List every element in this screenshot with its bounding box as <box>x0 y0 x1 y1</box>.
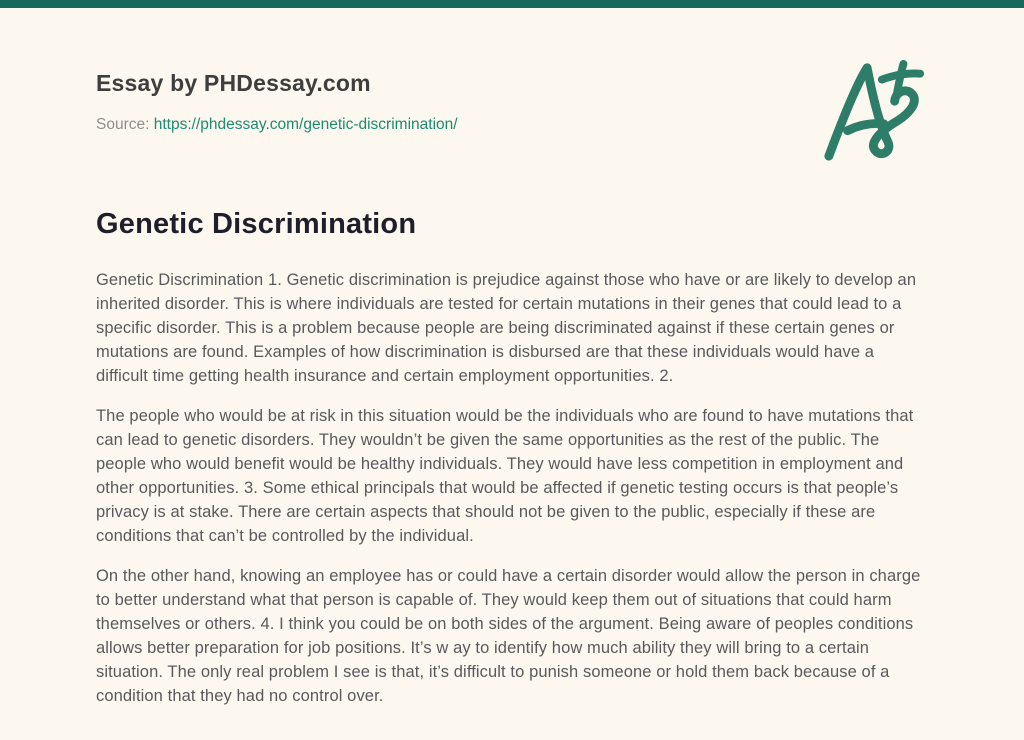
a-plus-logo-icon <box>820 60 928 162</box>
top-accent-bar <box>0 0 1024 8</box>
article-title: Genetic Discrimination <box>96 208 417 240</box>
page-container <box>0 8 1024 724</box>
paragraph-1: Genetic Discrimination 1. Genetic discrimination is prejudice against those who have or are likely to develop an inherited disorder. This is where individuals are tested for certain mutations in their genes that could lead to a specific disorder. This is a problem because people are being discriminated against if these certain genes or mutations are found. Examples of how discrimination is disbursed are that these individuals would have a difficult time getting health insurance and certain employment opportunities. 2. <box>96 271 917 385</box>
paragraph-2: The people who would be at risk in this situation would be the individuals who are found to have mutations that can lead to genetic disorders. They wouldn’t be given the same opportunities as the rest of the public. The people who would benefit would be healthy individuals. They would have less competition in employment and other opportunities. 3. Some ethical principals that would be affected if genetic testing occurs is that people’s privacy is at stake. There are certain aspects that should not be given to the public, especially if these are conditions that can’t be controlled by the individual. <box>96 407 914 545</box>
paragraph-3: On the other hand, knowing an employee has or could have a certain disorder would allow the person in charge to better understand what that person is capable of. They would keep them out of situations that could harm themselves or others. 4. I think you could be on both sides of the argument. Being aware of peoples conditions allows better preparation for job positions. It’s w ay to identify how much ability they will bring to a certain situation. The only real problem I see is that, it’s difficult to punish someone or hold them back because of a condition that they had no control over. <box>96 567 921 705</box>
header <box>96 8 928 134</box>
source-link[interactable]: https://phdessay.com/genetic-discrimination/ <box>153 116 458 133</box>
source-label: Source: <box>96 116 150 133</box>
article-body <box>96 268 928 708</box>
source-line <box>96 116 928 134</box>
page-title: Essay by PHDessay.com <box>96 70 371 96</box>
